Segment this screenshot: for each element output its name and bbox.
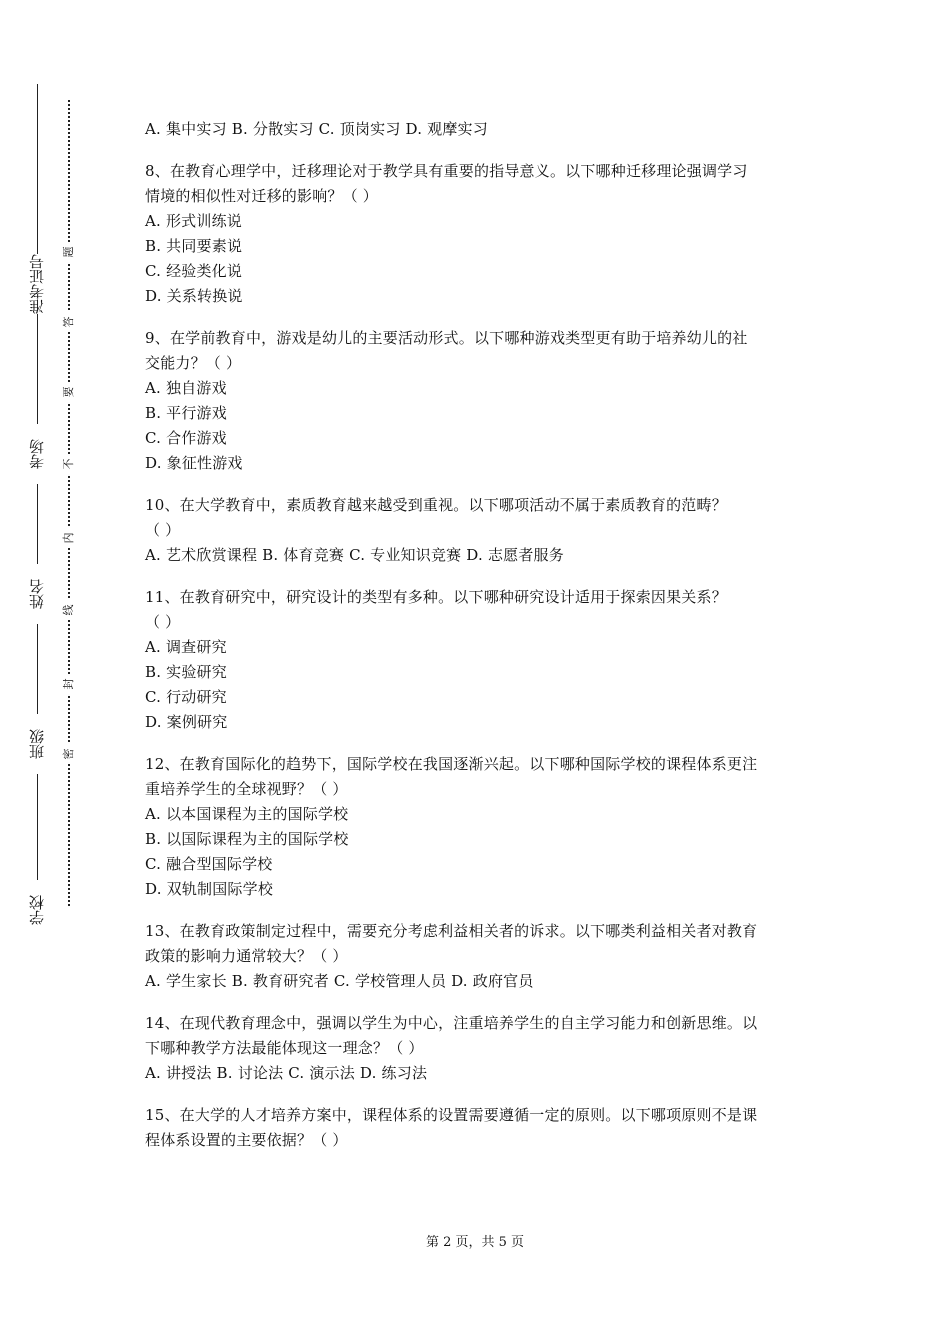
option: A. 以本国课程为主的国际学校 xyxy=(145,805,349,823)
question-stem: 情境的相似性对迁移的影响？（ ） xyxy=(145,187,378,205)
seal-char: 线 xyxy=(59,600,79,620)
question-stem: 交能力？（ ） xyxy=(145,354,242,372)
option: D. 象征性游戏 xyxy=(145,454,243,472)
binding-dotted-line xyxy=(68,100,70,906)
question-7-options: A. 集中实习 B. 分散实习 C. 顶岗实习 D. 观摩实习 xyxy=(145,120,488,138)
question-9 xyxy=(145,326,825,476)
option: B. 以国际课程为主的国际学校 xyxy=(145,830,349,848)
question-13 xyxy=(145,919,825,994)
option: C. 融合型国际学校 xyxy=(145,855,273,873)
question-8 xyxy=(145,159,825,309)
question-stem: 重培养学生的全球视野？（ ） xyxy=(145,780,348,798)
question-stem: （ ） xyxy=(145,613,181,631)
question-stem: 程体系设置的主要依据？（ ） xyxy=(145,1131,348,1149)
option: B. 实验研究 xyxy=(145,663,227,681)
option: B. 共同要素说 xyxy=(145,237,243,255)
option: A. 讲授法 B. 讨论法 C. 演示法 D. 练习法 xyxy=(145,1064,428,1082)
question-14 xyxy=(145,1011,825,1086)
question-stem: 15、在大学的人才培养方案中，课程体系的设置需要遵循一定的原则。以下哪项原则不是课 xyxy=(145,1106,758,1124)
seal-char: 要 xyxy=(59,382,79,402)
option: A. 艺术欣赏课程 B. 体育竞赛 C. 专业知识竞赛 D. 志愿者服务 xyxy=(145,546,564,564)
page-number-footer: 第 2 页，共 5 页 xyxy=(425,1235,525,1250)
question-stem: 12、在教育国际化的趋势下，国际学校在我国逐渐兴起。以下哪种国际学校的课程体系更注 xyxy=(145,755,758,773)
question-stem: 9、在学前教育中，游戏是幼儿的主要活动形式。以下哪种游戏类型更有助于培养幼儿的社 xyxy=(145,329,748,347)
seal-char: 答 xyxy=(59,312,79,332)
exam-number-label: 准考证号 xyxy=(20,254,54,314)
question-10 xyxy=(145,493,825,568)
binding-strip xyxy=(0,0,110,1344)
question-stem: 下哪种教学方法最能体现这一理念？（ ） xyxy=(145,1039,424,1057)
option: D. 关系转换说 xyxy=(145,287,243,305)
seal-char: 内 xyxy=(59,528,79,548)
question-11 xyxy=(145,585,825,735)
option: D. 双轨制国际学校 xyxy=(145,880,274,898)
option: B. 平行游戏 xyxy=(145,404,227,422)
question-stem: 8、在教育心理学中，迁移理论对于教学具有重要的指导意义。以下哪种迁移理论强调学习 xyxy=(145,162,748,180)
option: C. 行动研究 xyxy=(145,688,227,706)
question-stem: 11、在教育研究中，研究设计的类型有多种。以下哪种研究设计适用于探索因果关系？ xyxy=(145,588,727,606)
school-label: 学校 xyxy=(20,880,54,940)
question-stem: （ ） xyxy=(145,521,181,539)
seal-char: 不 xyxy=(59,454,79,474)
option: A. 形式训练说 xyxy=(145,212,242,230)
seal-char: 题 xyxy=(59,242,79,262)
question-stem: 10、在大学教育中，素质教育越来越受到重视。以下哪项活动不属于素质教育的范畴？ xyxy=(145,496,727,514)
option: D. 案例研究 xyxy=(145,713,228,731)
option: A. 学生家长 B. 教育研究者 C. 学校管理人员 D. 政府官员 xyxy=(145,972,534,990)
question-12 xyxy=(145,752,825,902)
question-15 xyxy=(145,1103,825,1153)
option: A. 独自游戏 xyxy=(145,379,227,397)
question-stem: 14、在现代教育理念中，强调以学生为中心，注重培养学生的自主学习能力和创新思维。以 xyxy=(145,1014,758,1032)
option: C. 经验类化说 xyxy=(145,262,243,280)
exam-room-label: 考场 xyxy=(20,424,54,484)
question-stem: 13、在教育政策制定过程中，需要充分考虑利益相关者的诉求。以下哪类利益相关者对教育 xyxy=(145,922,758,940)
name-label: 姓名 xyxy=(20,564,54,624)
seal-char: 封 xyxy=(59,674,79,694)
option: A. 调查研究 xyxy=(145,638,227,656)
binding-solid-line xyxy=(37,84,38,924)
question-stem: 政策的影响力通常较大？（ ） xyxy=(145,947,348,965)
option: C. 合作游戏 xyxy=(145,429,227,447)
exam-content xyxy=(145,117,825,1153)
seal-char: 密 xyxy=(59,744,79,764)
class-label: 班级 xyxy=(20,714,54,774)
